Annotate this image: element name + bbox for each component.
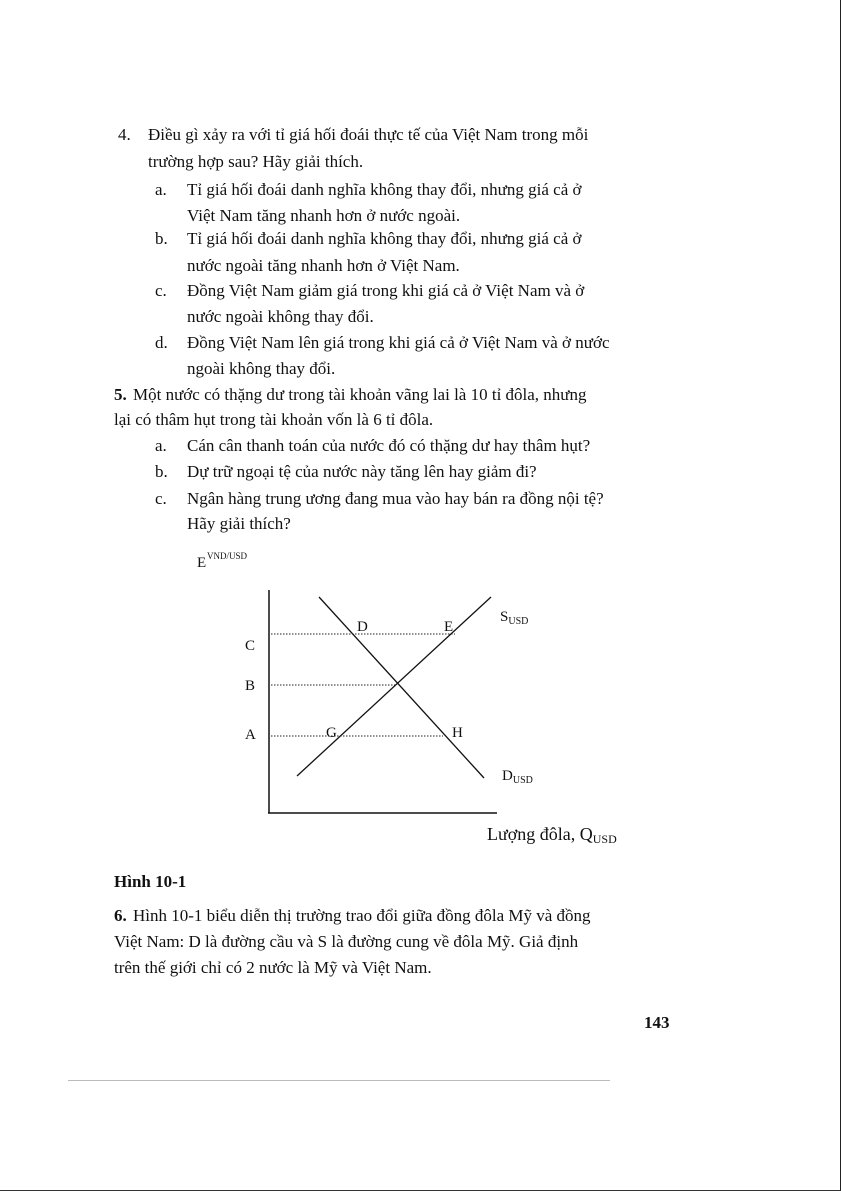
figure-10-1 xyxy=(0,540,841,860)
demand-label: $D_{USD}$ xyxy=(502,768,533,786)
item-text-line: nước ngoài tăng nhanh hơn ở Việt Nam. xyxy=(187,256,460,275)
x-axis-label: Lượng đôla, QUSD xyxy=(487,824,617,846)
figure-caption: Hình 10-1 xyxy=(114,872,187,891)
supply-label: $S_{USD}$ xyxy=(500,609,529,627)
point-label-d: D xyxy=(357,619,368,635)
item-label: c. xyxy=(155,489,167,508)
item-label: b. xyxy=(155,229,168,248)
question-text-line: lại có thâm hụt trong tài khoản vốn là 6 tỉ đôla. xyxy=(114,410,434,429)
level-label-a: A xyxy=(245,727,256,743)
page-number: 143 xyxy=(644,1013,670,1032)
item-label: c. xyxy=(155,281,167,300)
item-text-line: ngoài không thay đổi. xyxy=(187,359,336,378)
question-text-line: trường hợp sau? Hãy giải thích. xyxy=(148,152,364,171)
item-text-line: Đồng Việt Nam giảm giá trong khi giá cả ở Việt Nam và ở xyxy=(187,281,585,300)
question-text-line: Điều gì xảy ra với tỉ giá hối đoái thực tế của Việt Nam trong mỗi xyxy=(148,125,589,144)
question-number: 4. xyxy=(118,125,131,144)
item-text-line: Ngân hàng trung ương đang mua vào hay bán ra đồng nội tệ? xyxy=(187,489,604,508)
level-label-b: B xyxy=(245,678,256,694)
demand-label-subscript: USD xyxy=(512,775,533,786)
supply-curve xyxy=(297,597,491,776)
supply-label-subscript: USD xyxy=(508,616,529,627)
item-label: b. xyxy=(155,462,168,481)
item-text-line: Việt Nam tăng nhanh hơn ở nước ngoài. xyxy=(187,206,461,225)
question-number: 6. xyxy=(114,906,127,925)
item-text-line: Cán cân thanh toán của nước đó có thặng dư hay thâm hụt? xyxy=(187,436,591,455)
item-text-line: Đồng Việt Nam lên giá trong khi giá cả ở Việt Nam và ở nước xyxy=(187,333,610,352)
question-text-line: Một nước có thặng dư trong tài khoản vãng lai là 10 tỉ đôla, nhưng xyxy=(133,385,587,404)
y-axis-label: E xyxy=(197,555,207,571)
item-text-line: Tỉ giá hối đoái danh nghĩa không thay đổi, nhưng giá cả ở xyxy=(187,180,582,199)
x-axis-label-subscript: USD xyxy=(592,832,617,846)
point-label-h: H xyxy=(452,725,463,741)
item-label: d. xyxy=(155,333,168,352)
y-axis-label-superscript: VND/USD xyxy=(207,551,248,561)
item-text-line: nước ngoài không thay đổi. xyxy=(187,307,374,326)
question-text-line: Việt Nam: D là đường cầu và S là đường cung về đôla Mỹ. Giả định xyxy=(114,932,579,951)
item-text-line: Dự trữ ngoại tệ của nước này tăng lên hay giảm đi? xyxy=(187,462,537,481)
footer-divider xyxy=(68,1080,610,1081)
point-label-g: G xyxy=(326,725,337,741)
item-text-line: Hãy giải thích? xyxy=(187,514,291,533)
level-label-c: C xyxy=(245,638,256,654)
item-label: a. xyxy=(155,436,167,455)
demand-curve xyxy=(319,597,484,778)
point-label-e: E xyxy=(444,619,454,635)
question-text-line: trên thế giới chỉ có 2 nước là Mỹ và Việt Nam. xyxy=(114,958,432,977)
question-number: 5. xyxy=(114,385,127,404)
item-text-line: Tỉ giá hối đoái danh nghĩa không thay đổi, nhưng giá cả ở xyxy=(187,229,582,248)
question-text-line: Hình 10-1 biểu diễn thị trường trao đổi giữa đồng đôla Mỹ và đồng xyxy=(133,906,591,925)
item-label: a. xyxy=(155,180,167,199)
